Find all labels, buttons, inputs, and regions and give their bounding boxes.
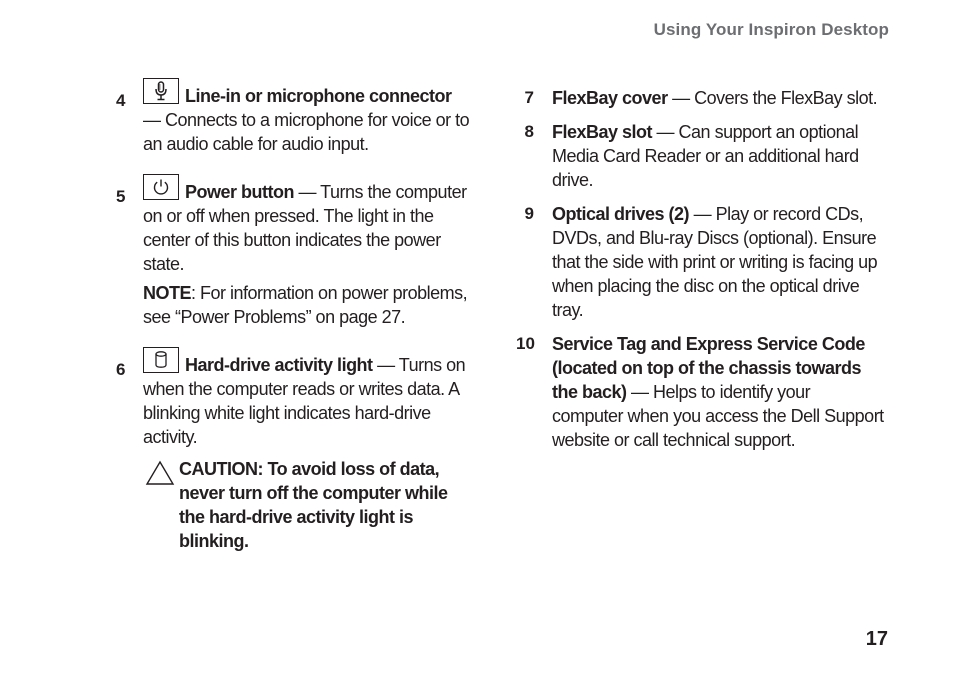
item-text: — Can support an optional Media Card Reader or an additional hard drive. <box>552 122 859 190</box>
list-item-8 <box>512 120 884 192</box>
item-description <box>552 120 884 192</box>
list-item-9 <box>512 202 884 322</box>
caution-icon <box>145 460 175 492</box>
hard-drive-icon <box>143 347 179 373</box>
note-text: : For information on power problems, see “Power Problems” on page 27. <box>143 283 468 327</box>
item-title: Service Tag and Express Service Code (located on top of the chassis towards the back) <box>552 334 865 402</box>
item-description <box>143 174 472 276</box>
list-item-7 <box>512 86 884 110</box>
item-description <box>552 332 884 452</box>
item-number: 4 <box>116 91 126 110</box>
list-item-10 <box>512 332 884 452</box>
item-description <box>143 78 472 156</box>
item-description <box>552 202 884 322</box>
item-text: — Covers the FlexBay slot. <box>667 88 878 108</box>
item-text: — Turns the computer on or off when pressed. The light in the center of this button indicates the power state. <box>143 182 467 274</box>
item-title: Line-in or microphone connector <box>185 86 452 106</box>
item-number: 7 <box>524 88 534 107</box>
caution-box <box>143 457 472 553</box>
item-text: — Connects to a microphone for voice or to an audio cable for audio input. <box>143 110 470 154</box>
item-title: FlexBay slot <box>552 122 653 142</box>
item-number: 5 <box>116 187 126 206</box>
item-number: 8 <box>524 122 534 141</box>
running-head: Using Your Inspiron Desktop <box>653 20 889 39</box>
page-number: 17 <box>865 628 888 650</box>
item-text: — Play or record CDs, DVDs, and Blu-ray Discs (optional). Ensure that the side with print or writing is facing up when placing the disc on the optical drive tray. <box>552 204 878 320</box>
item-title: Optical drives (2) <box>552 204 690 224</box>
item-description <box>143 347 472 449</box>
list-item-6 <box>112 347 472 553</box>
item-number: 6 <box>116 360 126 379</box>
note-label: NOTE <box>143 283 192 303</box>
item-number: 9 <box>524 204 534 223</box>
microphone-icon <box>143 78 179 104</box>
item-text: — Turns on when the computer reads or writes data. A blinking white light indicates hard-drive activity. <box>143 355 466 447</box>
right-column <box>512 86 884 452</box>
left-column <box>112 78 472 553</box>
item-description <box>552 86 884 110</box>
item-title: Power button <box>185 182 294 202</box>
caution-text: CAUTION: To avoid loss of data, never turn off the computer while the hard-drive activity light is blinking. <box>179 459 448 551</box>
list-item-5 <box>112 174 472 329</box>
power-icon <box>143 174 179 200</box>
item-title: FlexBay cover <box>552 88 668 108</box>
item-title: Hard-drive activity light <box>185 355 373 375</box>
list-item-4 <box>112 78 472 156</box>
note <box>143 281 472 329</box>
item-text: — Helps to identify your computer when you access the Dell Support website or call technical support. <box>552 382 884 450</box>
item-number: 10 <box>516 334 535 353</box>
